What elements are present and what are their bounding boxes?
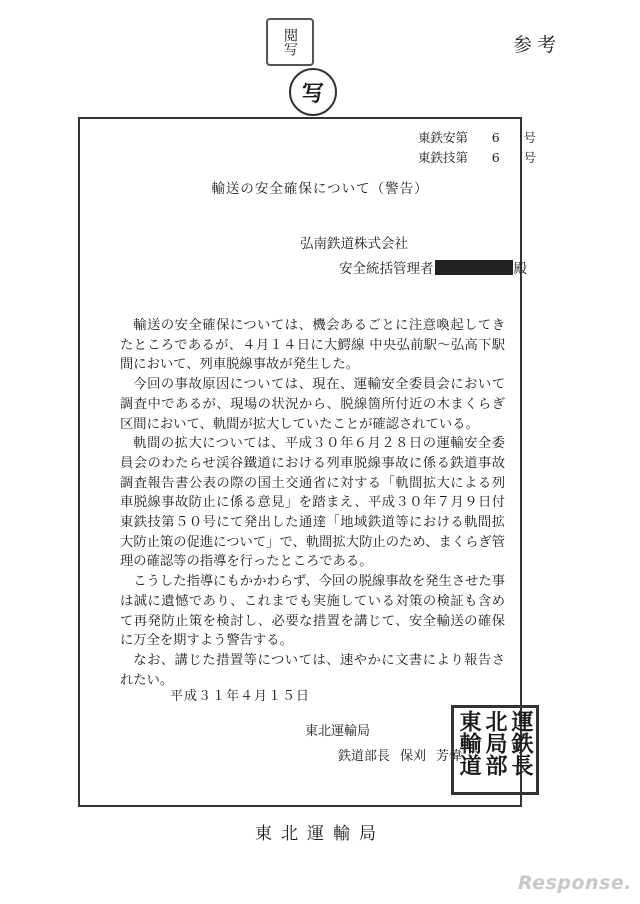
doc-number-safety: 東鉄安第 6 号 [418, 130, 536, 145]
body-paragraph: なお、講じた措置等については、速やかに文書により報告されたい。 [120, 652, 505, 688]
footer-bureau: 東北運輸局 [255, 824, 385, 844]
document-body [120, 316, 505, 690]
issue-date: 平成３１年４月１５日 [170, 689, 311, 704]
doc-number-tech: 東鉄技第 6 号 [418, 150, 536, 165]
file-stamp: 閲写 [266, 18, 314, 66]
document-numbers [418, 128, 536, 168]
reference-note: 参考 [513, 34, 562, 56]
body-paragraph: 輸送の安全確保については、機会あるごとに注意喚起してきたところであるが、４月１４日に大鰐線 中央弘前駅～弘高下駅間において、列車脱線事故が発生した。 [120, 318, 505, 373]
document-title: 輸送の安全確保について（警告） [211, 181, 429, 197]
redacted-name [435, 260, 513, 275]
response-logo: Response. [518, 872, 632, 894]
body-paragraph: こうした指導にもかかわらず、今回の脱線事故を発生させた事は誠に遺憾であり、これまでも実施している対策の検証も含めて再発防止策を検討し、必要な措置を講じて、安全輸送の確保に万全を期すよう警告する。 [120, 574, 505, 649]
recipient-manager: 安全統括管理者 殿 [339, 261, 527, 277]
body-paragraph: 軌間の拡大については、平成３０年６月２８日の運輸安全委員会のわたらせ渓谷鐵道における列車脱線事故に係る鉄道事故調査報告書公表の際の国土交通省に対する「軌間拡大による列車脱線事故防止に係る意見」を踏まえ、平成３０年７月９日付東鉄技第５０号にて発出した通達「地域鉄道等における軌間拡大防止策の促進について」で、軌間拡大防止のため、まくらぎ管理の確認等の指導を行ったところである。 [120, 436, 505, 570]
body-paragraph: 今回の事故原因については、現在、運輸安全委員会において調査中であるが、現場の状況から、脱線箇所付近の木まくらぎ区間において、軌間が拡大していたことが確認されている。 [120, 377, 505, 432]
sender-director: 鉄道部長 保刈 芳偉 [338, 749, 463, 764]
copy-stamp: 写 [289, 68, 337, 116]
sender-bureau: 東北運輸局 [305, 724, 371, 739]
official-seal: 運鉄長 北局部 東輸道 [451, 705, 539, 795]
recipient-company: 弘南鉄道株式会社 [300, 236, 408, 252]
